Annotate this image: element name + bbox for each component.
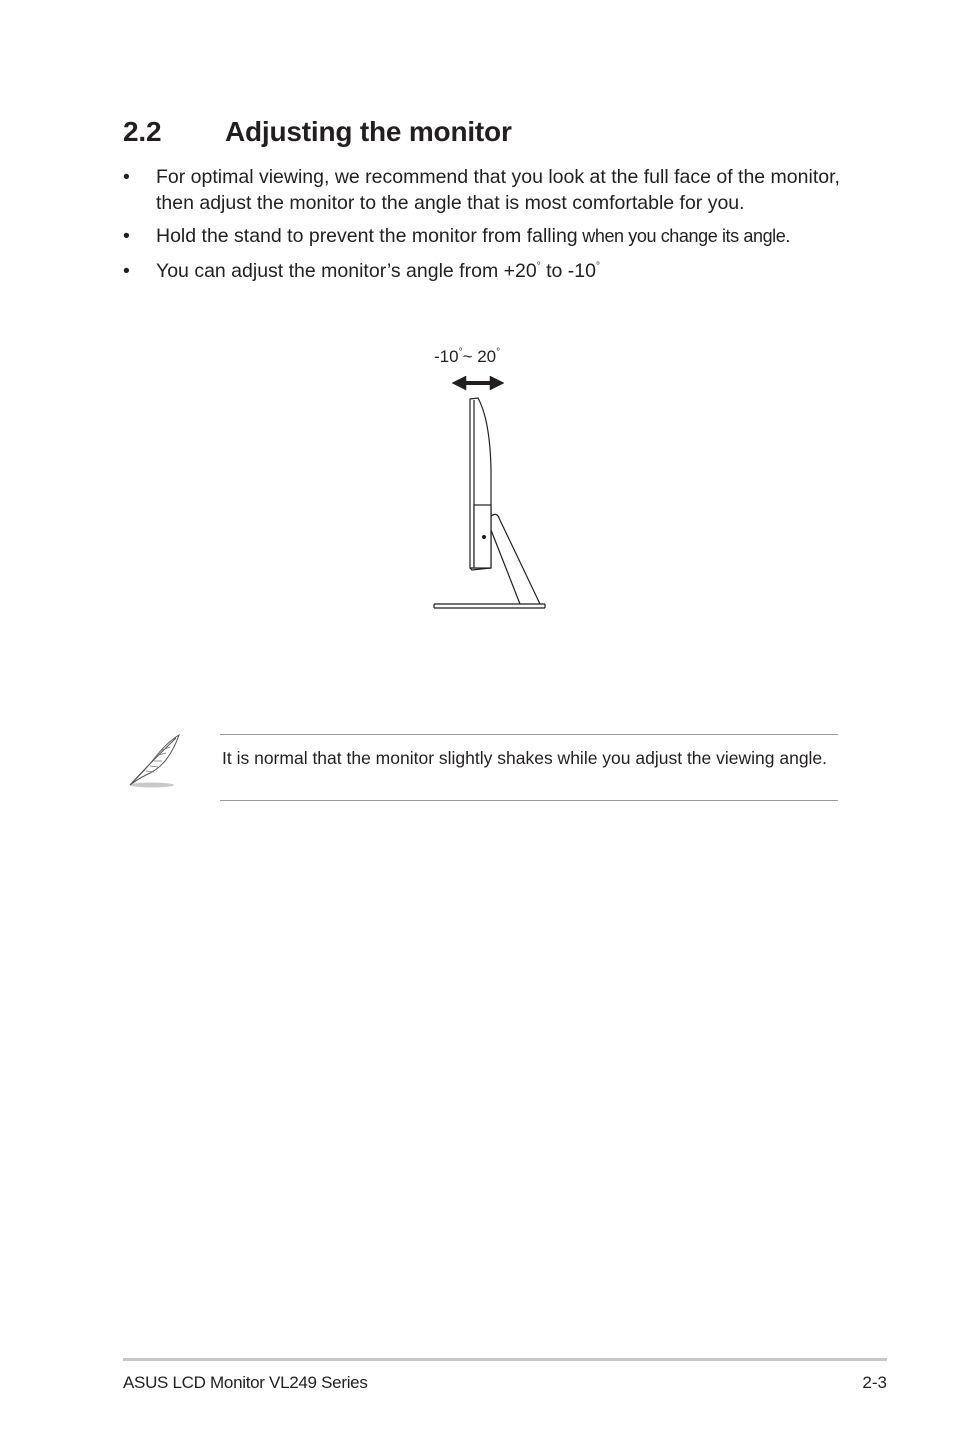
bullet-text: Hold the stand to prevent the monitor from falling <box>156 225 578 247</box>
monitor-panel <box>470 398 491 570</box>
page-number: 2-3 <box>862 1373 887 1392</box>
degree-sign: ° <box>595 261 600 272</box>
section-title: Adjusting the monitor <box>225 116 512 147</box>
degree-sign: ° <box>458 347 463 358</box>
note-text: It is normal that the monitor slightly shakes while you adjust the viewing angle. <box>222 748 828 768</box>
bullet-text: For optimal viewing, we recommend that you look at the full face of the monitor, then adjust the monitor to the angle that is most comfortable for you. <box>156 166 840 214</box>
bullet-text: You can adjust the monitor’s angle from +20 <box>156 260 537 282</box>
tilt-arrow-icon <box>452 376 504 390</box>
bullet-marker: • <box>123 225 130 247</box>
note-top-divider <box>220 734 838 735</box>
tilt-min: -10 <box>434 347 459 366</box>
section-number: 2.2 <box>123 116 162 147</box>
list-item <box>123 258 843 284</box>
monitor-side-view-illustration <box>420 340 560 620</box>
list-item <box>123 164 843 216</box>
degree-sign: ° <box>536 261 541 272</box>
tilt-max: ~ 20 <box>462 347 497 366</box>
bullet-text: to -10 <box>540 260 596 282</box>
feather-quill-icon <box>124 731 184 791</box>
list-item <box>123 223 843 249</box>
bullet-marker: • <box>123 260 130 282</box>
bullet-marker: • <box>123 166 130 188</box>
degree-sign: ° <box>496 347 501 358</box>
footer-divider <box>123 1358 887 1361</box>
instruction-list <box>123 164 843 284</box>
note-bottom-divider <box>220 800 838 801</box>
bullet-text-condensed: when you change its angle. <box>577 226 790 246</box>
footer-product-name: ASUS LCD Monitor VL249 Series <box>123 1373 368 1392</box>
